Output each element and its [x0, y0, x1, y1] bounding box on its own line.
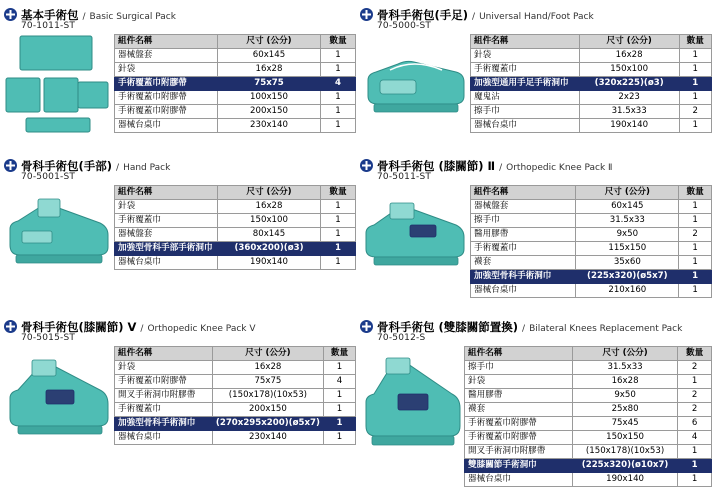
cell-size: 75x75 [212, 375, 323, 389]
cell-size: (150x178)(10x53) [572, 445, 677, 459]
cell-name: 加強型骨科手部手術洞巾 [115, 242, 218, 256]
table-row [471, 91, 712, 105]
col-header-name: 組件名稱 [115, 186, 218, 200]
cell-qty: 1 [323, 361, 355, 375]
cell-qty: 1 [323, 417, 355, 431]
cell-size: 230x140 [218, 119, 321, 133]
cell-qty: 1 [321, 256, 356, 270]
panel-product-code: 70-1011-ST [21, 21, 76, 31]
cell-name: 器械盤套 [471, 200, 576, 214]
panel-title-zh: 骨科手術包(膝關節) V [21, 320, 137, 334]
cell-qty: 1 [679, 119, 711, 133]
cell-name: 擦手巾 [465, 361, 573, 375]
cell-name: 手術覆蓋巾附膠帶 [115, 77, 218, 91]
cell-name: 擦手巾 [471, 214, 576, 228]
cell-name: 雙膝關節手術洞巾 [465, 459, 573, 473]
cell-size: 25x80 [572, 403, 677, 417]
panel-title-zh: 骨科手術包 (雙膝關節置換) [377, 320, 519, 334]
panel-body [360, 185, 712, 298]
cell-size: 2x23 [579, 91, 679, 105]
panel-body [4, 346, 356, 452]
cell-qty: 6 [678, 417, 712, 431]
table-row [115, 403, 356, 417]
table-row [465, 445, 712, 459]
cell-size: 190x140 [579, 119, 679, 133]
panel-title-en: Orthopedic Knee Pack V [147, 324, 256, 334]
cell-qty: 1 [679, 77, 711, 91]
cell-qty: 1 [321, 63, 356, 77]
cell-name: 手術覆蓋巾附膠帶 [115, 105, 218, 119]
cell-qty: 1 [679, 49, 711, 63]
table-row [115, 91, 356, 105]
title-separator: / [116, 163, 120, 173]
table-row [471, 256, 712, 270]
medical-cross-icon [360, 157, 373, 170]
cell-size: 210x160 [576, 284, 679, 298]
cell-qty: 1 [679, 242, 712, 256]
medical-cross-icon [4, 157, 17, 170]
cell-name: 擦手巾 [471, 105, 580, 119]
cell-qty: 1 [679, 214, 712, 228]
table-row [471, 200, 712, 214]
spec-table-bilateral-knees-replacement-pack [464, 346, 712, 487]
panel-title-en: Bilateral Knees Replacement Pack [529, 324, 683, 334]
table-row-highlighted [115, 242, 356, 256]
spec-table-orthopedic-knee-pack-2 [470, 185, 712, 298]
col-header-name: 組件名稱 [471, 35, 580, 49]
cell-size: 230x140 [212, 431, 323, 445]
product-illustration-bilateral-knees-replacement-pack [360, 346, 464, 464]
cell-name: 醫用膠帶 [465, 389, 573, 403]
table-row [115, 389, 356, 403]
cell-size: 100x150 [218, 91, 321, 105]
table-row [471, 49, 712, 63]
cell-qty: 1 [321, 49, 356, 63]
panel-header [4, 4, 356, 20]
cell-name: 手術覆蓋巾 [471, 63, 580, 77]
table-row [471, 105, 712, 119]
cell-qty: 1 [679, 63, 711, 77]
table-row [115, 256, 356, 270]
table-row [471, 242, 712, 256]
panel-body [360, 34, 712, 134]
cell-qty: 1 [679, 270, 712, 284]
spec-table-universal-hand-foot-pack [470, 34, 712, 133]
product-panel-orthopedic-knee-pack-2 [360, 155, 712, 298]
cell-size: 60x145 [576, 200, 679, 214]
cell-qty: 1 [678, 375, 712, 389]
cell-qty: 1 [679, 256, 712, 270]
cell-qty: 1 [321, 91, 356, 105]
cell-name: 器械台桌巾 [471, 284, 576, 298]
table-row [115, 375, 356, 389]
product-panel-bilateral-knees-replacement-pack [360, 316, 712, 487]
table-row [465, 417, 712, 431]
cell-size: (270x295x200)(ø5x7) [212, 417, 323, 431]
cell-qty: 1 [679, 284, 712, 298]
cell-qty: 1 [321, 214, 356, 228]
cell-name: 手術覆蓋巾 [115, 214, 218, 228]
product-illustration-universal-hand-foot-pack [360, 34, 470, 134]
title-separator: / [472, 12, 476, 22]
cell-name: 器械台桌巾 [465, 473, 573, 487]
cell-size: 16x28 [579, 49, 679, 63]
cell-name: 器械台桌巾 [471, 119, 580, 133]
table-header-row [471, 35, 712, 49]
cell-size: 60x145 [218, 49, 321, 63]
table-header-row [115, 35, 356, 49]
cell-qty: 4 [323, 375, 355, 389]
cell-size: 190x140 [572, 473, 677, 487]
table-row-highlighted [115, 77, 356, 91]
cell-qty: 1 [678, 473, 712, 487]
cell-size: 16x28 [218, 200, 321, 214]
cell-qty: 1 [678, 459, 712, 473]
cell-qty: 1 [321, 228, 356, 242]
panel-title-en: Universal Hand/Foot Pack [479, 12, 594, 22]
panel-body [4, 185, 356, 277]
table-row [115, 63, 356, 77]
cell-size: 31.5x33 [579, 105, 679, 119]
medical-cross-icon [4, 6, 17, 19]
title-separator: / [522, 324, 526, 334]
panel-body [4, 34, 356, 134]
table-row [115, 49, 356, 63]
panel-title-en: Hand Pack [123, 163, 171, 173]
col-header-size: 尺寸 (公分) [212, 347, 323, 361]
product-panel-universal-hand-foot-pack [360, 4, 712, 134]
medical-cross-icon [360, 318, 373, 331]
cell-size: (225x320)(ø10x7) [572, 459, 677, 473]
table-header-row [465, 347, 712, 361]
table-row [115, 119, 356, 133]
cell-size: 9x50 [576, 228, 679, 242]
cell-size: 200x150 [212, 403, 323, 417]
col-header-name: 組件名稱 [465, 347, 573, 361]
panel-header [4, 155, 356, 171]
spec-table-hand-pack [114, 185, 356, 270]
cell-size: 150x100 [218, 214, 321, 228]
cell-name: 針袋 [465, 375, 573, 389]
panel-product-code: 70-5011-ST [377, 172, 432, 182]
cell-name: 手術覆蓋巾附膠帶 [465, 431, 573, 445]
panel-header [360, 4, 712, 20]
col-header-qty: 數量 [678, 347, 712, 361]
col-header-size: 尺寸 (公分) [572, 347, 677, 361]
col-header-qty: 數量 [321, 35, 356, 49]
col-header-qty: 數量 [679, 35, 711, 49]
table-row [465, 473, 712, 487]
cell-size: (225x320)(ø5x7) [576, 270, 679, 284]
panel-title-zh: 骨科手術包(手部) [21, 159, 113, 173]
cell-qty: 1 [321, 119, 356, 133]
product-panel-orthopedic-knee-pack-5 [4, 316, 356, 452]
cell-qty: 2 [679, 105, 711, 119]
panel-product-code: 70-5001-ST [21, 172, 76, 182]
cell-qty: 1 [321, 242, 356, 256]
panel-header [4, 316, 356, 332]
product-illustration-basic-surgical-pack [4, 34, 114, 134]
cell-size: (320x225)(ø3) [579, 77, 679, 91]
product-illustration-orthopedic-knee-pack-2 [360, 185, 470, 285]
cell-name: 手術覆蓋巾 [471, 242, 576, 256]
cell-name: 加強型骨科手術洞巾 [115, 417, 213, 431]
spec-table-basic-surgical-pack [114, 34, 356, 133]
panel-header [360, 155, 712, 171]
cell-size: 150x100 [579, 63, 679, 77]
table-row-highlighted [471, 270, 712, 284]
medical-cross-icon [4, 318, 17, 331]
cell-size: 16x28 [212, 361, 323, 375]
title-separator: / [82, 12, 86, 22]
table-row [465, 361, 712, 375]
cell-name: 手術覆蓋巾 [115, 403, 213, 417]
cell-qty: 1 [679, 200, 712, 214]
title-separator: / [499, 163, 503, 173]
cell-size: 80x145 [218, 228, 321, 242]
cell-size: (150x178)(10x53) [212, 389, 323, 403]
col-header-qty: 數量 [679, 186, 712, 200]
cell-qty: 1 [323, 389, 355, 403]
cell-qty: 1 [679, 91, 711, 105]
table-row [465, 375, 712, 389]
table-row [471, 63, 712, 77]
cell-size: 75x45 [572, 417, 677, 431]
cell-name: 手術覆蓋巾附膠帶 [115, 91, 218, 105]
cell-name: 手術覆蓋巾附膠帶 [115, 375, 213, 389]
cell-name: 醫用膠帶 [471, 228, 576, 242]
col-header-name: 組件名稱 [115, 35, 218, 49]
table-row [471, 284, 712, 298]
cell-qty: 4 [678, 431, 712, 445]
cell-size: 16x28 [218, 63, 321, 77]
panel-product-code: 70-5012-S [377, 333, 426, 343]
panel-product-code: 70-5015-ST [21, 333, 76, 343]
cell-qty: 2 [678, 403, 712, 417]
cell-name: 魔鬼沾 [471, 91, 580, 105]
table-row [115, 105, 356, 119]
panel-title-en: Orthopedic Knee Pack Ⅱ [506, 163, 613, 173]
product-illustration-hand-pack [4, 185, 114, 277]
cell-size: 16x28 [572, 375, 677, 389]
cell-name: 針袋 [115, 361, 213, 375]
cell-size: 31.5x33 [572, 361, 677, 375]
cell-qty: 2 [678, 389, 712, 403]
table-row [115, 200, 356, 214]
table-row [115, 431, 356, 445]
cell-name: 開叉手術洞巾附膠帶 [465, 445, 573, 459]
table-header-row [115, 186, 356, 200]
cell-name: 針袋 [115, 200, 218, 214]
panel-title-zh: 骨科手術包(手足) [377, 8, 469, 22]
table-row [471, 119, 712, 133]
cell-qty: 1 [321, 200, 356, 214]
medical-cross-icon [360, 6, 373, 19]
table-row-highlighted [465, 459, 712, 473]
cell-size: 150x150 [572, 431, 677, 445]
table-header-row [471, 186, 712, 200]
table-header-row [115, 347, 356, 361]
spec-table-orthopedic-knee-pack-5 [114, 346, 356, 445]
panel-header [360, 316, 712, 332]
cell-name: 器械台桌巾 [115, 256, 218, 270]
cell-size: 31.5x33 [576, 214, 679, 228]
product-panel-hand-pack [4, 155, 356, 277]
title-separator: / [140, 324, 144, 334]
product-illustration-orthopedic-knee-pack-5 [4, 346, 114, 452]
product-panel-basic-surgical-pack [4, 4, 356, 134]
panel-title-zh: 骨科手術包 (膝關節) Ⅱ [377, 159, 496, 173]
cell-qty: 1 [323, 431, 355, 445]
cell-name: 襪套 [471, 256, 576, 270]
table-row [471, 214, 712, 228]
col-header-size: 尺寸 (公分) [579, 35, 679, 49]
col-header-size: 尺寸 (公分) [576, 186, 679, 200]
cell-qty: 1 [678, 445, 712, 459]
cell-name: 器械盤套 [115, 49, 218, 63]
col-header-qty: 數量 [323, 347, 355, 361]
cell-qty: 1 [321, 105, 356, 119]
cell-name: 針袋 [471, 49, 580, 63]
panel-product-code: 70-5000-ST [377, 21, 432, 31]
cell-name: 襪套 [465, 403, 573, 417]
table-row-highlighted [471, 77, 712, 91]
table-row [115, 214, 356, 228]
col-header-qty: 數量 [321, 186, 356, 200]
cell-name: 針袋 [115, 63, 218, 77]
col-header-name: 組件名稱 [115, 347, 213, 361]
cell-name: 加強型通用手足手術洞巾 [471, 77, 580, 91]
table-row [465, 403, 712, 417]
table-row [465, 389, 712, 403]
col-header-size: 尺寸 (公分) [218, 186, 321, 200]
table-row-highlighted [115, 417, 356, 431]
col-header-name: 組件名稱 [471, 186, 576, 200]
cell-qty: 1 [323, 403, 355, 417]
cell-size: 9x50 [572, 389, 677, 403]
cell-size: 190x140 [218, 256, 321, 270]
cell-size: 75x75 [218, 77, 321, 91]
table-row [471, 228, 712, 242]
cell-name: 開叉手術洞巾附膠帶 [115, 389, 213, 403]
panel-title-en: Basic Surgical Pack [89, 12, 176, 22]
cell-name: 手術覆蓋巾附膠帶 [465, 417, 573, 431]
panel-title-zh: 基本手術包 [21, 8, 79, 22]
cell-qty: 2 [678, 361, 712, 375]
cell-qty: 4 [321, 77, 356, 91]
table-row [465, 431, 712, 445]
table-row [115, 361, 356, 375]
panel-body [360, 346, 712, 487]
cell-name: 器械台桌巾 [115, 119, 218, 133]
cell-size: 200x150 [218, 105, 321, 119]
cell-size: 35x60 [576, 256, 679, 270]
cell-size: (360x200)(ø3) [218, 242, 321, 256]
col-header-size: 尺寸 (公分) [218, 35, 321, 49]
cell-size: 115x150 [576, 242, 679, 256]
cell-name: 器械台桌巾 [115, 431, 213, 445]
table-row [115, 228, 356, 242]
cell-qty: 2 [679, 228, 712, 242]
cell-name: 加強型骨科手術洞巾 [471, 270, 576, 284]
cell-name: 器械盤套 [115, 228, 218, 242]
